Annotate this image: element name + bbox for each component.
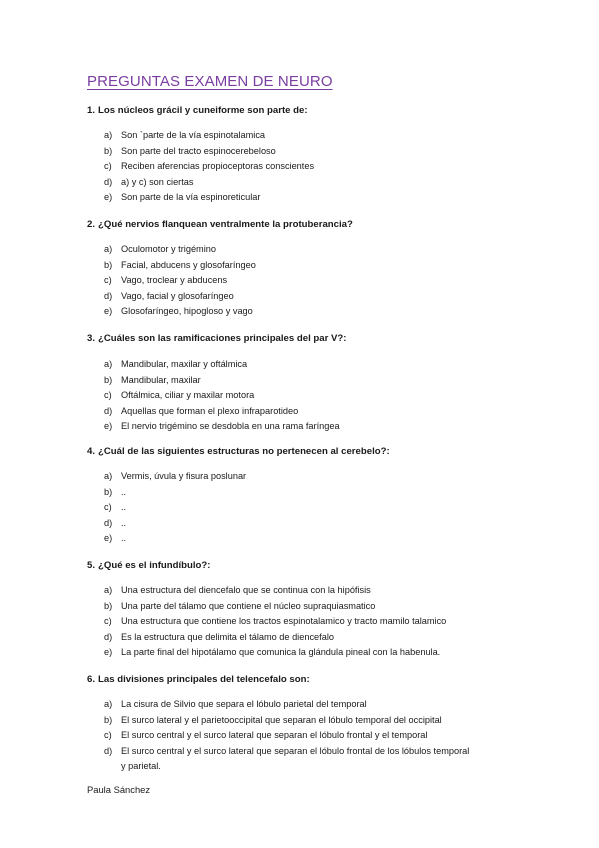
answer-item: c) Reciben aferencias propioceptoras conscientes (104, 161, 315, 171)
question-number: 5. (87, 560, 96, 571)
question-1 (87, 105, 308, 116)
question-text: ¿Qué es el infundíbulo?: (98, 560, 211, 571)
question-number: 4. (87, 446, 96, 457)
answer-item: a) Oculomotor y trigémino (104, 244, 216, 254)
answer-item: b) Una parte del tálamo que contiene el núcleo supraquiasmatico (104, 600, 376, 611)
question-number: 2. (87, 219, 96, 230)
question-6 (87, 674, 310, 685)
question-5 (87, 560, 210, 571)
answer-item: d) Aquellas que forman el plexo infraparotideo (104, 405, 299, 416)
answer-item: b) Son parte del tracto espinocerebeloso (104, 145, 276, 156)
answer-item: c) Vago, troclear y abducens (104, 275, 228, 285)
answer-item-continuation: y parietal. (121, 761, 161, 771)
answer-item: b) Mandibular, maxilar (104, 374, 201, 385)
page-title: PREGUNTAS EXAMEN DE NEURO (87, 73, 333, 90)
answer-list-5 (104, 583, 524, 661)
answer-list-3 (104, 357, 524, 435)
answer-item: c) El surco central y el surco lateral que separan el lóbulo frontal y el temporal (104, 730, 428, 740)
answer-item: a) Son `parte de la vía espinotalamica (104, 130, 266, 140)
answer-list-1 (104, 128, 524, 206)
answer-item: e) La parte final del hipotálamo que comunica la glándula pineal con la habenula. (104, 647, 441, 657)
answer-item: a) Vermis, úvula y fisura poslunar (104, 471, 247, 481)
author-name: Paula Sánchez (87, 784, 151, 795)
answer-item: b) .. (104, 486, 127, 497)
answer-item: e) Glosofaríngeo, hipogloso y vago (104, 306, 253, 316)
question-number: 6. (87, 674, 96, 685)
answer-list-6 (104, 697, 524, 775)
answer-list-4 (104, 469, 524, 547)
answer-item: d) Vago, facial y glosofaríngeo (104, 290, 234, 301)
question-text: Las divisiones principales del telencefalo son: (98, 674, 310, 685)
answer-item: a) Una estructura del diencefalo que se continua con la hipófisis (104, 585, 371, 595)
question-number: 1. (87, 105, 96, 116)
answer-item: d) .. (104, 517, 127, 528)
question-2 (87, 219, 353, 230)
answer-item: a) La cisura de Silvio que separa el lóbulo parietal del temporal (104, 699, 367, 709)
answer-item: a) Mandibular, maxilar y oftálmica (104, 359, 248, 369)
question-number: 3. (87, 333, 96, 344)
question-text: Los núcleos grácil y cuneiforme son parte de: (98, 105, 308, 116)
answer-item: b) El surco lateral y el parietooccipital que separan el lóbulo temporal del occipital (104, 714, 442, 725)
answer-list-2 (104, 242, 524, 320)
question-4 (87, 446, 390, 457)
answer-item: d) Es la estructura que delimita el tálamo de diencefalo (104, 631, 334, 642)
answer-item: c) .. (104, 502, 127, 512)
question-text: ¿Cuáles son las ramificaciones principales del par V?: (98, 333, 347, 344)
question-3 (87, 333, 346, 344)
answer-item: b) Facial, abducens y glosofaríngeo (104, 259, 256, 270)
answer-item: d) a) y c) son ciertas (104, 176, 194, 187)
answer-item: d) El surco central y el surco lateral que separan el lóbulo frontal de los lóbulos temporal (104, 745, 470, 756)
answer-item: c) Oftálmica, ciliar y maxilar motora (104, 390, 255, 400)
question-text: ¿Cuál de las siguientes estructuras no pertenecen al cerebelo?: (98, 446, 390, 457)
answer-item: e) El nervio trigémino se desdobla en una rama faríngea (104, 421, 340, 431)
answer-item: c) Una estructura que contiene los tractos espinotalamico y tracto mamilo talamico (104, 616, 447, 626)
answer-item: e) Son parte de la vía espinoreticular (104, 192, 261, 202)
answer-item: e) .. (104, 533, 127, 543)
question-text: ¿Qué nervios flanquean ventralmente la protuberancia? (98, 219, 353, 230)
